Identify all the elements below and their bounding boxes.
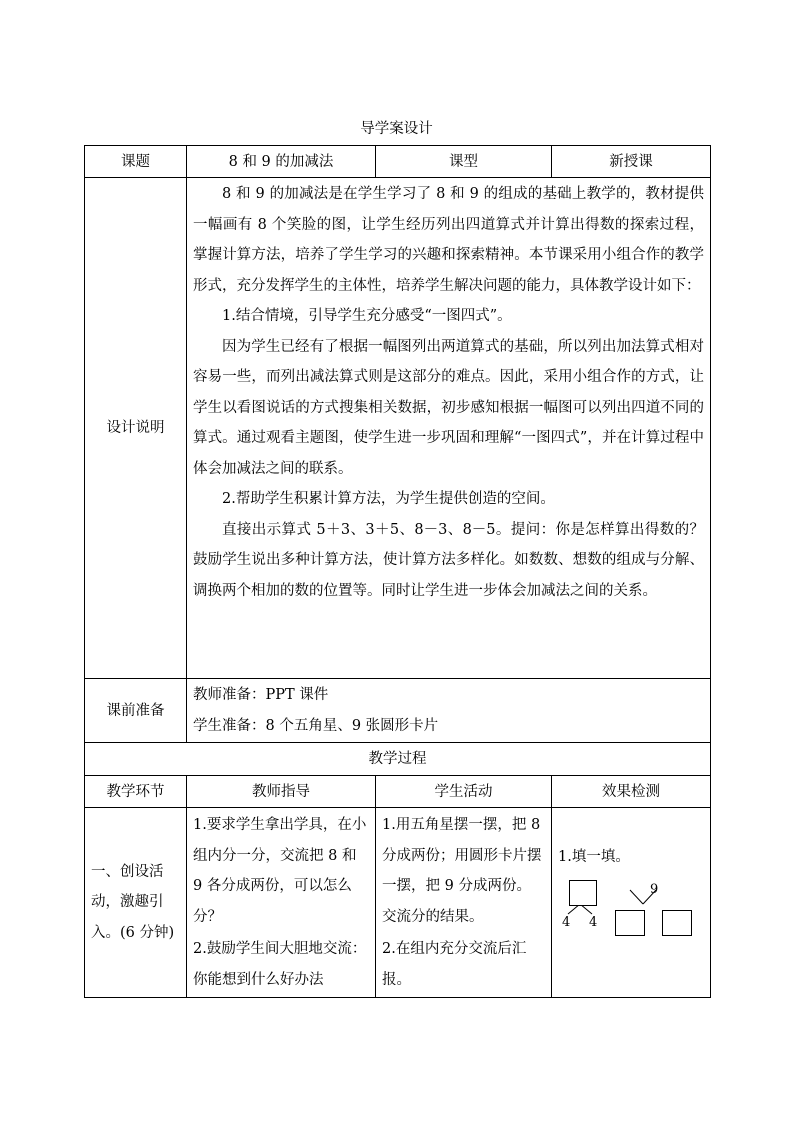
stage-text: 一、创设活动，激趣引入。(6 分钟) xyxy=(91,863,175,941)
topic-label: 课题 xyxy=(85,146,187,178)
type-value: 新授课 xyxy=(552,146,711,178)
design-paragraph-1: 8 和 9 的加减法是在学生学习了 8 和 9 的组成的基础上教学的，教材提供一幅画有 8 个笑脸的图，让学生经历列出四道算式并计算出得数的探索过程，掌握计算方法，培养了学生学习的兴趣和探索精神。本节课采用小组合作的教学形式，充分发挥学生的主体性，培养学生解决问题的能力，具体教学设计如下： xyxy=(193,186,704,294)
design-content xyxy=(187,178,711,679)
document-title: 导学案设计 xyxy=(360,121,433,137)
blank-box-left[interactable] xyxy=(615,910,645,936)
type-label: 课型 xyxy=(376,146,552,178)
design-paragraph-5: 直接出示算式 5＋3、3＋5、8－3、8－5。提问：你是怎样算出得数的？鼓励学生说出多种计算方法，使计算方法多样化。如数数、想数的组成与分解、调换两个相加的数的位置等。同时让学生进一步体会加减法之间的关系。 xyxy=(193,521,704,599)
design-paragraph-2: 1.结合情境，引导学生充分感受“一图四式”。 xyxy=(222,308,512,324)
prep-row xyxy=(85,679,711,743)
design-label: 设计说明 xyxy=(85,178,187,679)
process-title-row xyxy=(85,743,711,776)
check-cell xyxy=(552,808,711,998)
design-row xyxy=(85,178,711,679)
student-activity-1: 1.用五角星摆一摆，把 8 分成两份；用圆形卡片摆一摆，把 9 分成两份。交流分的结果。 xyxy=(382,817,542,925)
teacher-prep: 教师准备：PPT 课件 xyxy=(193,686,329,703)
number-split-diagrams xyxy=(558,870,710,942)
student-prep: 学生准备：8 个五角星、9 张圆形卡片 xyxy=(193,717,439,734)
process-title: 教学过程 xyxy=(85,743,711,776)
process-row xyxy=(85,808,711,998)
column-header-check: 效果检测 xyxy=(552,776,711,808)
prep-content xyxy=(187,679,711,743)
diagram1-right-number: 4 xyxy=(589,915,598,930)
stage-cell xyxy=(85,808,187,998)
topic-value: 8 和 9 的加减法 xyxy=(187,146,376,178)
blank-box-right[interactable] xyxy=(662,910,692,936)
diagram2-top-number: 9 xyxy=(650,882,659,897)
column-header-student: 学生活动 xyxy=(376,776,552,808)
blank-box-top[interactable] xyxy=(569,880,597,906)
check-text: 1.填一填。 xyxy=(558,849,630,865)
prep-label: 课前准备 xyxy=(85,679,187,743)
diagram1-left-number: 4 xyxy=(562,915,571,930)
process-header-row xyxy=(85,776,711,808)
teacher-guidance-1: 1.要求学生拿出学具，在小组内分一分，交流把 8 和 9 各分成两份，可以怎么分？ xyxy=(193,817,367,925)
teacher-guidance-cell xyxy=(187,808,376,998)
lesson-plan-table xyxy=(84,145,711,998)
design-paragraph-3: 因为学生已经有了根据一幅图列出两道算式的基础，所以列出加法算式相对容易一些，而列出减法算式则是这部分的难点。因此，采用小组合作的方式，让学生以看图说话的方式搜集相关数据，初步感知根据一幅图可以列出四道不同的算式。通过观看主题图，使学生进一步巩固和理解“一图四式”，并在计算过程中体会加减法之间的联系。 xyxy=(193,338,704,477)
header-row xyxy=(85,146,711,178)
student-activity-cell xyxy=(376,808,552,998)
teacher-guidance-2: 2.鼓励学生间大胆地交流：你能想到什么好办法 xyxy=(193,941,367,988)
student-activity-2: 2.在组内充分交流后汇报。 xyxy=(382,941,527,988)
column-header-stage: 教学环节 xyxy=(85,776,187,808)
column-header-teacher: 教师指导 xyxy=(187,776,376,808)
design-paragraph-4: 2.帮助学生积累计算方法，为学生提供创造的空间。 xyxy=(222,491,555,507)
